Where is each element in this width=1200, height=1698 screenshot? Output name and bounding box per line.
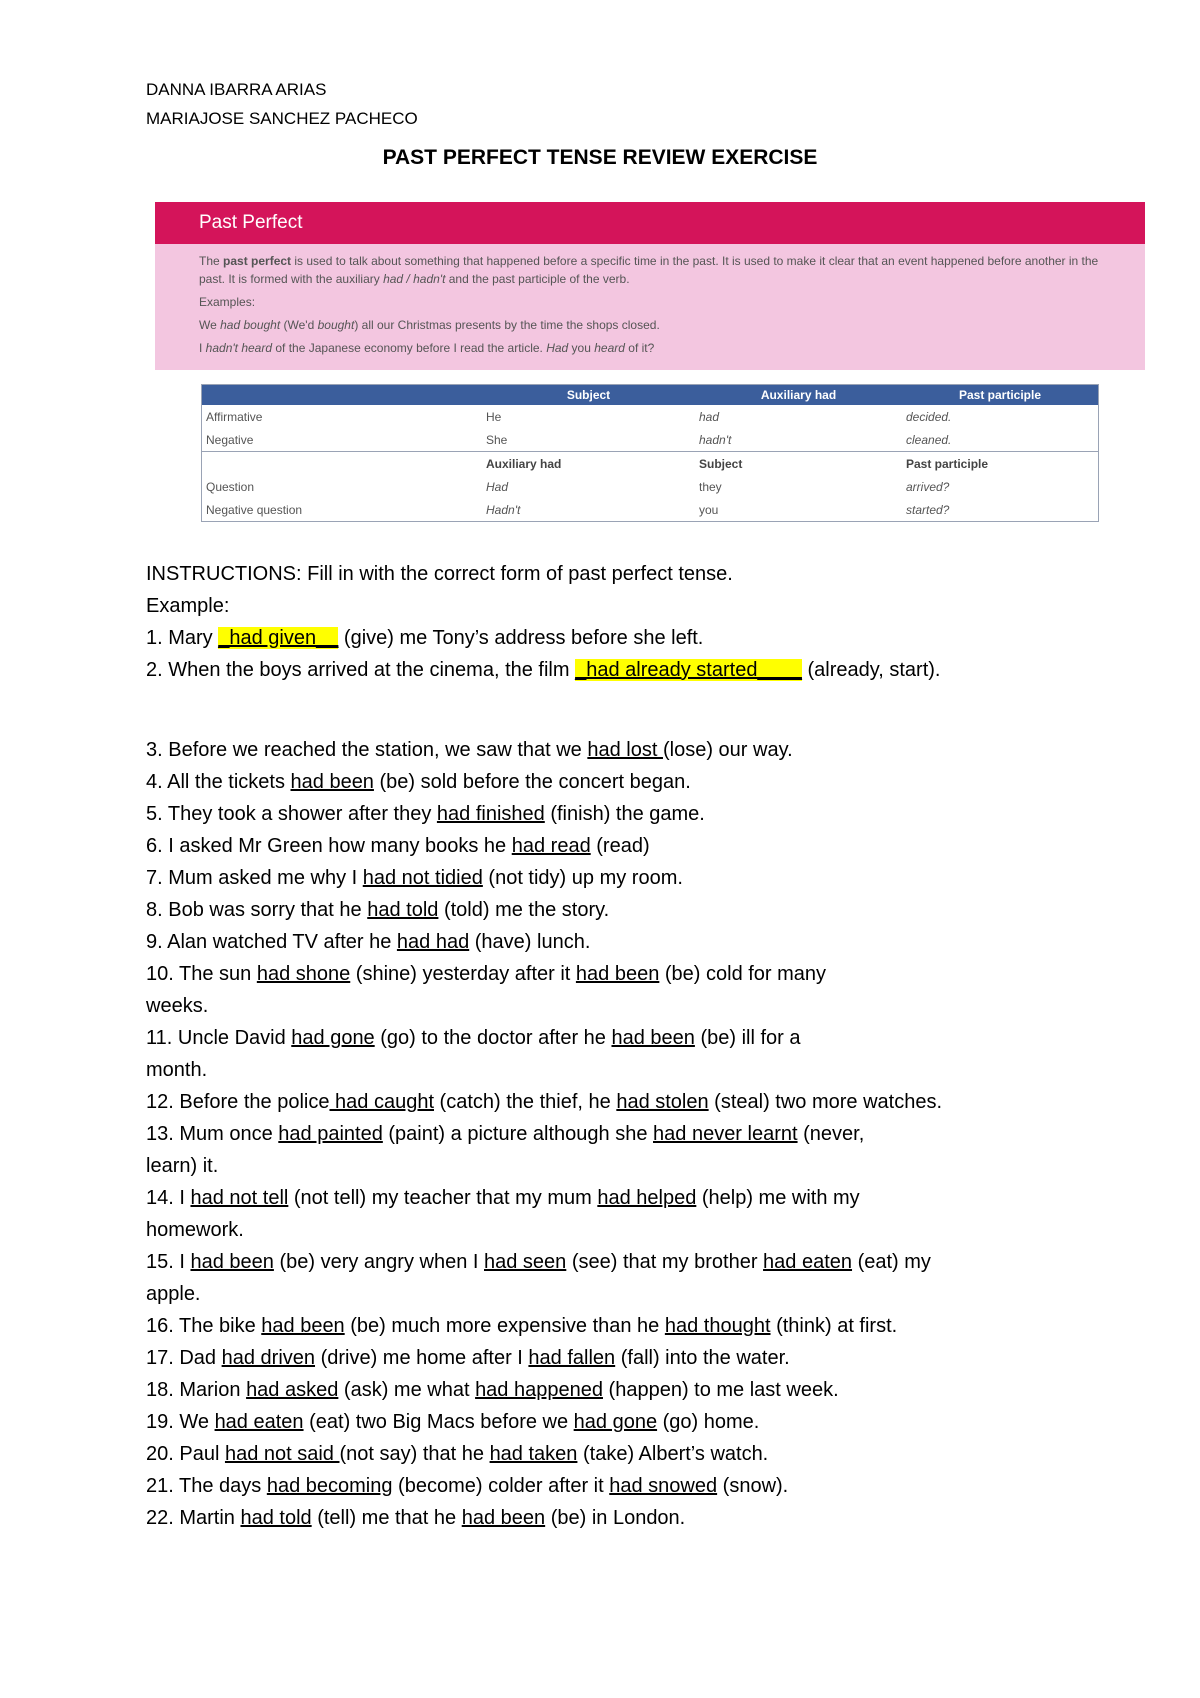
text: 1. Mary [146,627,219,649]
text: (shine) yesterday after it [350,963,576,985]
answer: had snowed [609,1475,718,1497]
text: (ask) me what [338,1379,476,1401]
exercise-item [146,1246,1066,1278]
table-cell: He [486,409,502,424]
exercise-item [146,734,1066,766]
example-item [146,622,1066,654]
text: 13. Mum once [146,1123,279,1145]
answer: had gone [573,1411,658,1433]
table-row [202,405,1099,428]
italic-term: had / hadn't [383,272,446,286]
exercise-item [146,1086,1066,1118]
table-row [202,498,1099,522]
table-header-cell [202,385,483,406]
text: (not say) that he [339,1443,490,1465]
answer: had thought [664,1315,771,1337]
example-sentence [199,316,1101,334]
exercise-item [146,766,1066,798]
exercise-item [146,1310,1066,1342]
text: (We'd [280,318,318,332]
table-cell [202,452,483,476]
text: (never, [797,1123,865,1145]
answer: had been [575,963,660,985]
answer: had lost [587,739,663,761]
exercise-item [146,1502,1066,1534]
answer: had not said [224,1443,340,1465]
text: 10. The sun [146,963,257,985]
table-cell: Question [206,479,255,494]
italic-term: Had [546,341,569,355]
exercise-item-continuation: weeks. [146,995,209,1017]
table-cell: Hadn't [486,502,521,517]
exercise-item-continuation: apple. [146,1283,201,1305]
exercise-item [146,894,1066,926]
grammar-table [201,384,1099,522]
table-cell: started? [906,502,950,517]
text: (lose) our way. [662,739,793,761]
answer: had read [511,835,591,857]
text: 3. Before we reached the station, we saw that we [146,739,588,761]
info-box-header: Past Perfect [155,202,1145,244]
table-cell: Auxiliary had [482,452,695,476]
spacer [146,686,1066,734]
exercise-item-continuation: month. [146,1059,208,1081]
text: (be) much more expensive than he [344,1315,665,1337]
exercise-item-continuation: learn) it. [146,1155,219,1177]
example-sentence [199,339,1101,357]
text: 6. I asked Mr Green how many books he [146,835,512,857]
table-cell: Affirmative [206,409,263,424]
answer: had had [396,931,470,953]
exercise-item [146,1182,1066,1214]
text: 8. Bob was sorry that he [146,899,368,921]
text: 9. Alan watched TV after he [146,931,397,953]
text: (take) Albert’s watch. [577,1443,769,1465]
text: and the past participle of the verb. [445,272,630,286]
text: (fall) into the water. [615,1347,790,1369]
text: 19. We [146,1411,215,1433]
text: (happen) to me last week. [602,1379,839,1401]
info-box-body [155,244,1145,357]
text: 20. Paul [146,1443,225,1465]
answer: had painted [278,1123,383,1145]
exercise-item [146,1118,1066,1150]
answer: had driven [221,1347,316,1369]
text: We [199,318,221,332]
exercise-item [146,1438,1066,1470]
answer: had told [240,1507,312,1529]
exercise-item [146,1470,1066,1502]
instructions: INSTRUCTIONS: Fill in with the correct form of past perfect tense. [146,563,733,585]
exercise-item [146,862,1066,894]
answer: had stolen [616,1091,709,1113]
text: (be) in London. [545,1507,686,1529]
exercise-item [146,1342,1066,1374]
answer: had not tell [190,1187,289,1209]
exercise-item [146,798,1066,830]
text: (snow). [717,1475,789,1497]
text: (steal) two more watches. [708,1091,943,1113]
answer: had asked [246,1379,339,1401]
text: (tell) me that he [311,1507,462,1529]
example-label: Example: [146,595,230,617]
text: (told) me the story. [438,899,610,921]
table-cell: hadn't [699,432,732,447]
exercise-item [146,958,1066,990]
text: (finish) the game. [544,803,705,825]
text: (think) at first. [770,1315,898,1337]
highlighted-answer: _had given__ [218,627,339,649]
text: (eat) two Big Macs before we [303,1411,574,1433]
text: (go) to the doctor after he [374,1027,612,1049]
author-name: MARIAJOSE SANCHEZ PACHECO [146,109,418,128]
answer: had becoming [266,1475,393,1497]
text: 2. When the boys arrived at the cinema, the film [146,659,576,681]
page-title: PAST PERFECT TENSE REVIEW EXERCISE [382,146,818,169]
table-cell: arrived? [906,479,950,494]
text: (have) lunch. [469,931,591,953]
answer: had told [367,899,439,921]
answer: had happened [475,1379,603,1401]
table-cell: had [699,409,720,424]
highlighted-answer: _had already started____ [575,659,802,681]
text: is used to talk about something that happened before a specific time in the past. It is used to make it clear that an event happened before another in the past. It is formed with the auxiliary [199,254,1099,286]
table-row [202,475,1099,498]
text: 7. Mum asked me why I [146,867,363,889]
text: (drive) me home after I [315,1347,529,1369]
text: 5. They took a shower after they [146,803,437,825]
answer: had eaten [763,1251,853,1273]
text: (be) cold for many [659,963,827,985]
text: (be) very angry when I [273,1251,484,1273]
table-cell: they [699,479,722,494]
text: 15. I [146,1251,191,1273]
answer: had been [190,1251,274,1273]
italic-term: heard [594,341,625,355]
text: (paint) a picture although she [382,1123,654,1145]
text: I [199,341,206,355]
text: 11. Uncle David [146,1027,292,1049]
author-name: DANNA IBARRA ARIAS [146,80,327,99]
table-header-cell: Auxiliary had [695,385,902,406]
bold-term: past perfect [223,254,292,268]
exercise-item [146,1406,1066,1438]
table-cell: Negative [206,432,254,447]
table-cell: She [486,432,508,447]
text: 21. The days [146,1475,267,1497]
text: (become) colder after it [392,1475,610,1497]
text: (already, start). [801,659,941,681]
info-paragraph [199,252,1101,288]
text: ) all our Christmas presents by the time the shops closed. [354,318,660,332]
text: of it? [624,341,655,355]
example-item [146,654,1066,686]
exercise-item-continuation: homework. [146,1219,244,1241]
answer: had fallen [528,1347,616,1369]
text: (go) home. [657,1411,760,1433]
text: of the Japanese economy before I read the article. [272,341,547,355]
answer: had shone [256,963,351,985]
text: (give) me Tony’s address before she left. [338,627,704,649]
answer: had been [261,1315,345,1337]
text: (help) me with my [696,1187,860,1209]
table-header-cell: Subject [482,385,695,406]
exercise-item [146,1022,1066,1054]
text: (not tidy) up my room. [482,867,683,889]
italic-term: bought [317,318,355,332]
text: (see) that my brother [566,1251,764,1273]
text: (read) [590,835,650,857]
answer: had never learnt [653,1123,798,1145]
table-row [202,428,1099,452]
answer: had been [611,1027,695,1049]
answer: had been [290,771,374,793]
table-cell: Had [486,479,509,494]
text: 12. Before the police [146,1091,330,1113]
text: you [568,341,595,355]
exercise-item [146,926,1066,958]
table-cell: you [699,502,719,517]
table-subheader-row [202,452,1099,476]
text: (be) ill for a [694,1027,801,1049]
text: (not tell) my teacher that my mum [288,1187,598,1209]
italic-term: had bought [220,318,281,332]
table-cell: Past participle [902,452,1099,476]
table-header-cell: Past participle [902,385,1099,406]
exercise-item [146,1374,1066,1406]
answer: had not tidied [362,867,483,889]
text: (be) sold before the concert began. [373,771,691,793]
text: 22. Martin [146,1507,241,1529]
table-cell: decided. [906,409,952,424]
answer: had caught [329,1091,434,1113]
answer: had helped [597,1187,697,1209]
exercise-item [146,830,1066,862]
table-cell: Subject [695,452,902,476]
answer: had eaten [214,1411,304,1433]
text: 18. Marion [146,1379,247,1401]
answer: had finished [436,803,545,825]
answer: had been [461,1507,546,1529]
authors [146,75,418,133]
table-cell: Negative question [206,502,303,517]
table-header-row [202,385,1099,406]
past-perfect-info-box [155,202,1145,370]
italic-term: hadn't heard [205,341,273,355]
text: (catch) the thief, he [434,1091,617,1113]
text: (eat) my [852,1251,931,1273]
exercise-section [146,558,1066,1534]
text: The [199,254,224,268]
text: 4. All the tickets [146,771,291,793]
table-cell: cleaned. [906,432,952,447]
text: 17. Dad [146,1347,222,1369]
answer: had seen [484,1251,567,1273]
answer: had gone [291,1027,375,1049]
examples-label: Examples: [199,295,256,309]
answer: had taken [489,1443,578,1465]
text: 14. I [146,1187,191,1209]
text: 16. The bike [146,1315,262,1337]
